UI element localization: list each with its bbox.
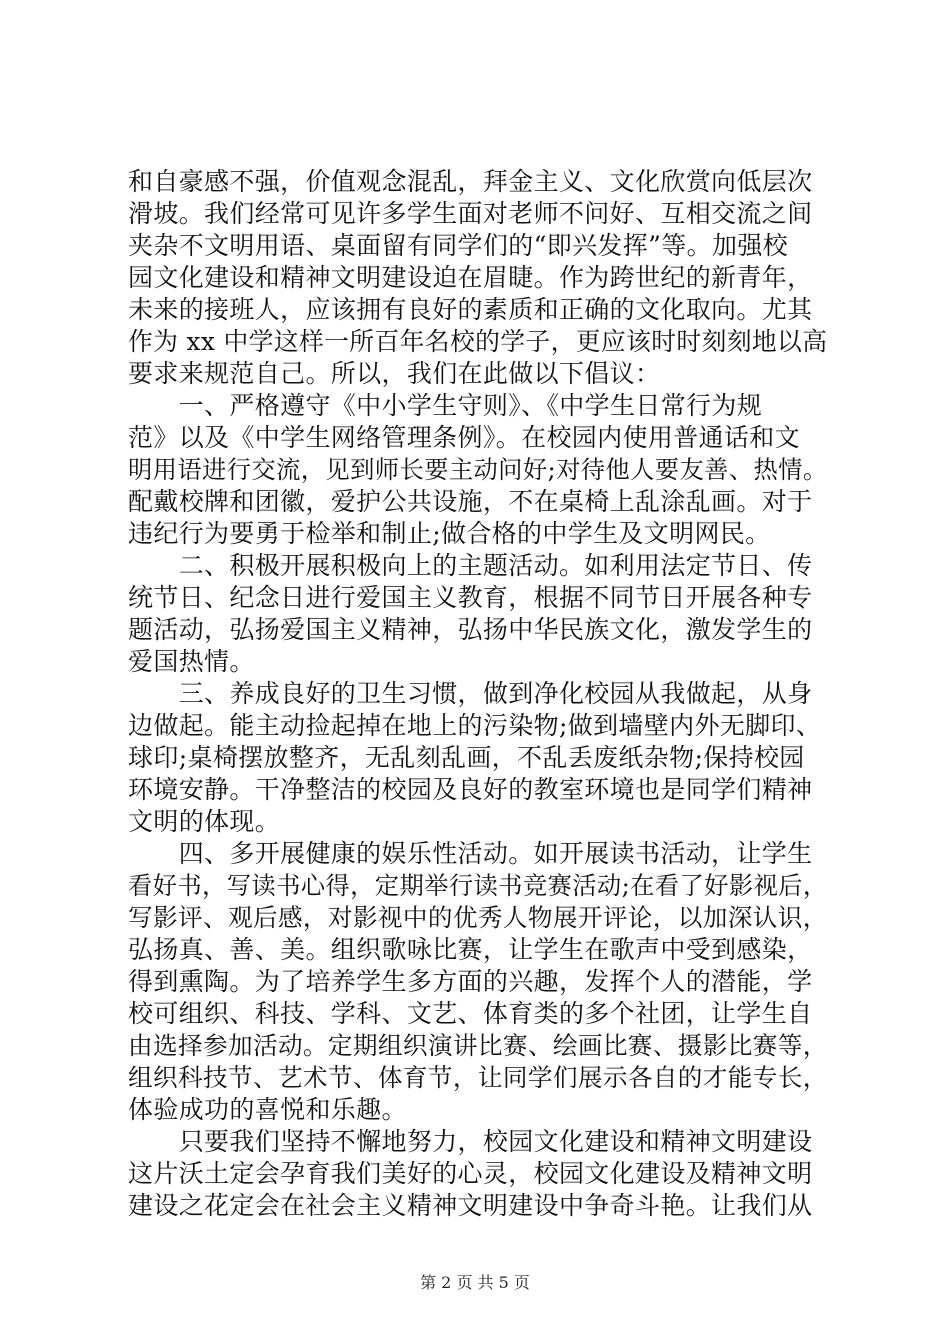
text-line: 建设之花定会在社会主义精神文明建设中争奇斗艳。让我们从 [128,1191,813,1220]
text-line: 边做起。能主动捡起掉在地上的污染物;做到墙壁内外无脚印、 [128,711,822,740]
text-line: 环境安静。干净整洁的校园及良好的教室环境也是同学们精神 [128,775,813,804]
text-line: 夹杂不文明用语、桌面留有同学们的“即兴发挥”等。加强校 [128,231,789,260]
text-line: 统节日、纪念日进行爱国主义教育，根据不同节日开展各种专 [128,583,813,612]
text-line: 球印;桌椅摆放整齐，无乱刻乱画，不乱丢废纸杂物;保持校园 [128,743,805,772]
text-line: 弘扬真、善、美。组织歌咏比赛，让学生在歌声中受到感染， [128,935,813,964]
page-footer: 第 2 页 共 5 页 [420,1273,530,1292]
text-line: 二、积极开展积极向上的主题活动。如利用法定节日、传 [128,551,813,580]
text-line: 爱国热情。 [128,647,255,676]
text-line: 由选择参加活动。定期组织演讲比赛、绘画比赛、摄影比赛等， [128,1031,828,1060]
text-line: 和自豪感不强，价值观念混乱，拜金主义、文化欣赏向低层次 [128,167,813,196]
text-line: 范》以及《中学生网络管理条例》。在校园内使用普通话和文 [128,423,800,452]
text-line: 未来的接班人，应该拥有良好的素质和正确的文化取向。尤其 [128,295,813,324]
document-body [128,166,828,1222]
text-line: 三、养成良好的卫生习惯，做到净化校园从我做起，从身 [128,679,813,708]
text-line: 配戴校牌和团徽，爱护公共设施，不在桌椅上乱涂乱画。对于 [128,487,813,516]
text-line: 写影评、观后感，对影视中的优秀人物展开评论，以加深认识， [128,903,828,932]
text-line: 校可组织、科技、学科、文艺、体育类的多个社团，让学生自 [128,999,813,1028]
text-line: 园文化建设和精神文明建设迫在眉睫。作为跨世纪的新青年， [128,263,813,292]
text-line: 文明的体现。 [128,807,281,836]
text-line: 只要我们坚持不懈地努力，校园文化建设和精神文明建设 [128,1127,813,1156]
text-line: 四、多开展健康的娱乐性活动。如开展读书活动，让学生 [128,839,813,868]
text-line: 题活动，弘扬爱国主义精神，弘扬中华民族文化，激发学生的 [128,615,813,644]
text-line: 要求来规范自己。所以，我们在此做以下倡议： [128,359,661,388]
text-line: 体验成功的喜悦和乐趣。 [128,1095,407,1124]
text-line: 滑坡。我们经常可见许多学生面对老师不问好、互相交流之间 [128,199,813,228]
text-line: 这片沃土定会孕育我们美好的心灵，校园文化建设及精神文明 [128,1159,813,1188]
text-line: 违纪行为要勇于检举和制止;做合格的中学生及文明网民。 [128,519,771,548]
text-line: 看好书，写读书心得，定期举行读书竞赛活动;在看了好影视后， [128,871,828,900]
text-line: 得到熏陶。为了培养学生多方面的兴趣，发挥个人的潜能，学 [128,967,813,996]
text-line: 明用语进行交流，见到师长要主动问好;对待他人要友善、热情。 [128,455,828,484]
text-line: 作为 xx 中学这样一所百年名校的学子，更应该时时刻刻地以高 [128,327,828,356]
text-line: 组织科技节、艺术节、体育节，让同学们展示各自的才能专长， [128,1063,828,1092]
text-line: 一、严格遵守《中小学生守则》、《中学生日常行为规 [128,391,763,420]
